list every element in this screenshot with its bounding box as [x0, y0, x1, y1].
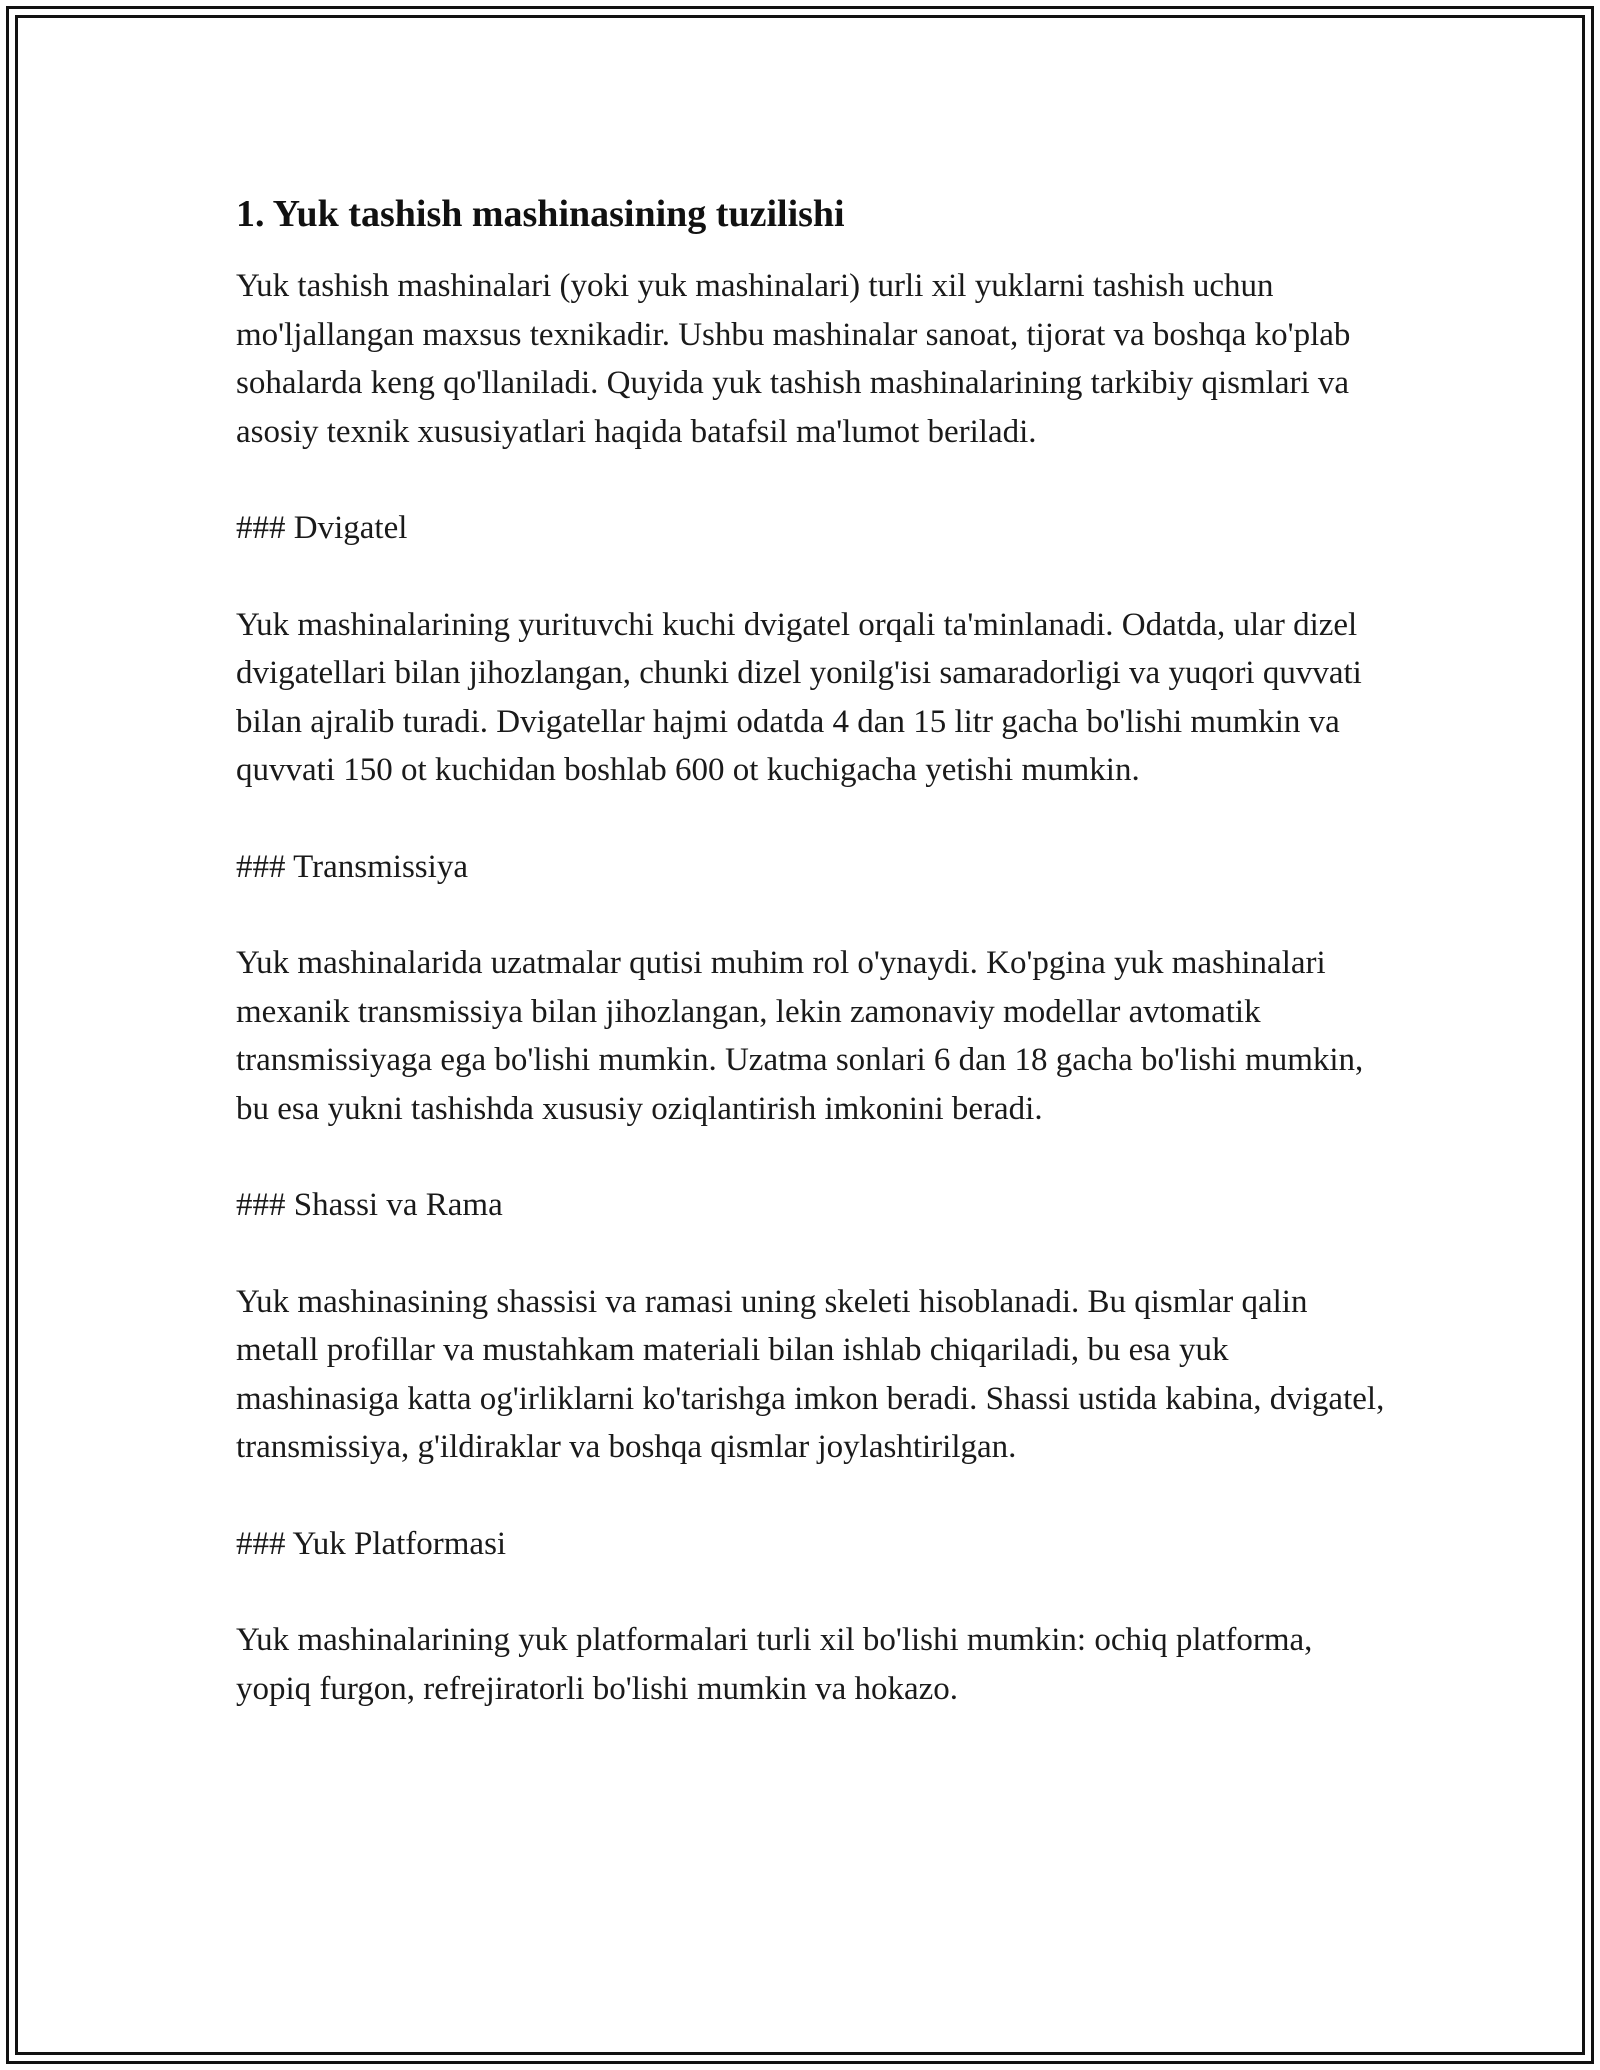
section-heading: ### Yuk Platformasi — [236, 1525, 507, 1562]
section-paragraph: Yuk mashinalarining yuk platformalari turli xil bo'lishi mumkin: ochiq platforma, yopiq furgon, refrejiratorli bo'lishi mumkin va hokazo. — [236, 1622, 1313, 1707]
section-heading: ### Dvigatel — [236, 510, 408, 546]
document-title: 1. Yuk tashish mashinasining tuzilishi — [236, 193, 845, 235]
section-dvigatel — [236, 504, 1386, 795]
section-heading: ### Shassi va Rama — [236, 1187, 503, 1223]
section-paragraph: Yuk mashinalarida uzatmalar qutisi muhim rol o'ynaydi. Ko'pgina yuk mashinalari mexanik transmissiya bilan jihozlangan, lekin zamonaviy modellar avtomatik transmissiyaga ega bo'lishi mumkin. Uzatma sonlari 6 dan 18 gacha bo'lishi mumkin, bu esa yukni tashishda xususiy oziqlantirish imkonini beradi. — [236, 945, 1364, 1127]
section-shassi-va-rama — [236, 1181, 1386, 1472]
section-yuk-platformasi — [236, 1520, 1386, 1714]
section-paragraph: Yuk mashinalarining yurituvchi kuchi dvigatel orqali ta'minlanadi. Odatda, ular dizel dvigatellari bilan jihozlangan, chunki dizel yonilg'isi samaradorligi va yuqori quvvati bilan ajralib turadi. Dvigatellar hajmi odatda 4 dan 15 litr gacha bo'lishi mumkin va quvvati 150 ot kuchidan boshlab 600 ot kuchigacha yetishi mumkin. — [236, 606, 1362, 788]
section-heading: ### Transmissiya — [236, 848, 468, 885]
intro-paragraph: Yuk tashish mashinalari (yoki yuk mashinalari) turli xil yuklarni tashish uchun mo'ljallangan maxsus texnikadir. Ushbu mashinalar sanoat, tijorat va boshqa ko'plab sohalarda keng qo'llaniladi. Quyida yuk tashish mashinalarining tarkibiy qismlari va asosiy texnik xususiyatlari haqida batafsil ma'lumot beriladi. — [236, 268, 1351, 450]
document-body — [236, 186, 1386, 1713]
section-transmissiya — [236, 843, 1386, 1134]
section-paragraph: Yuk mashinasining shassisi va ramasi uning skeleti hisoblanadi. Bu qismlar qalin metall profillar va mustahkam materiali bilan ishlab chiqariladi, bu esa yuk mashinasiga katta og'irliklarni ko'tarishga imkon beradi. Shassi ustida kabina, dvigatel, transmissiya, g'ildiraklar va boshqa qismlar joylashtirilgan. — [236, 1283, 1385, 1465]
